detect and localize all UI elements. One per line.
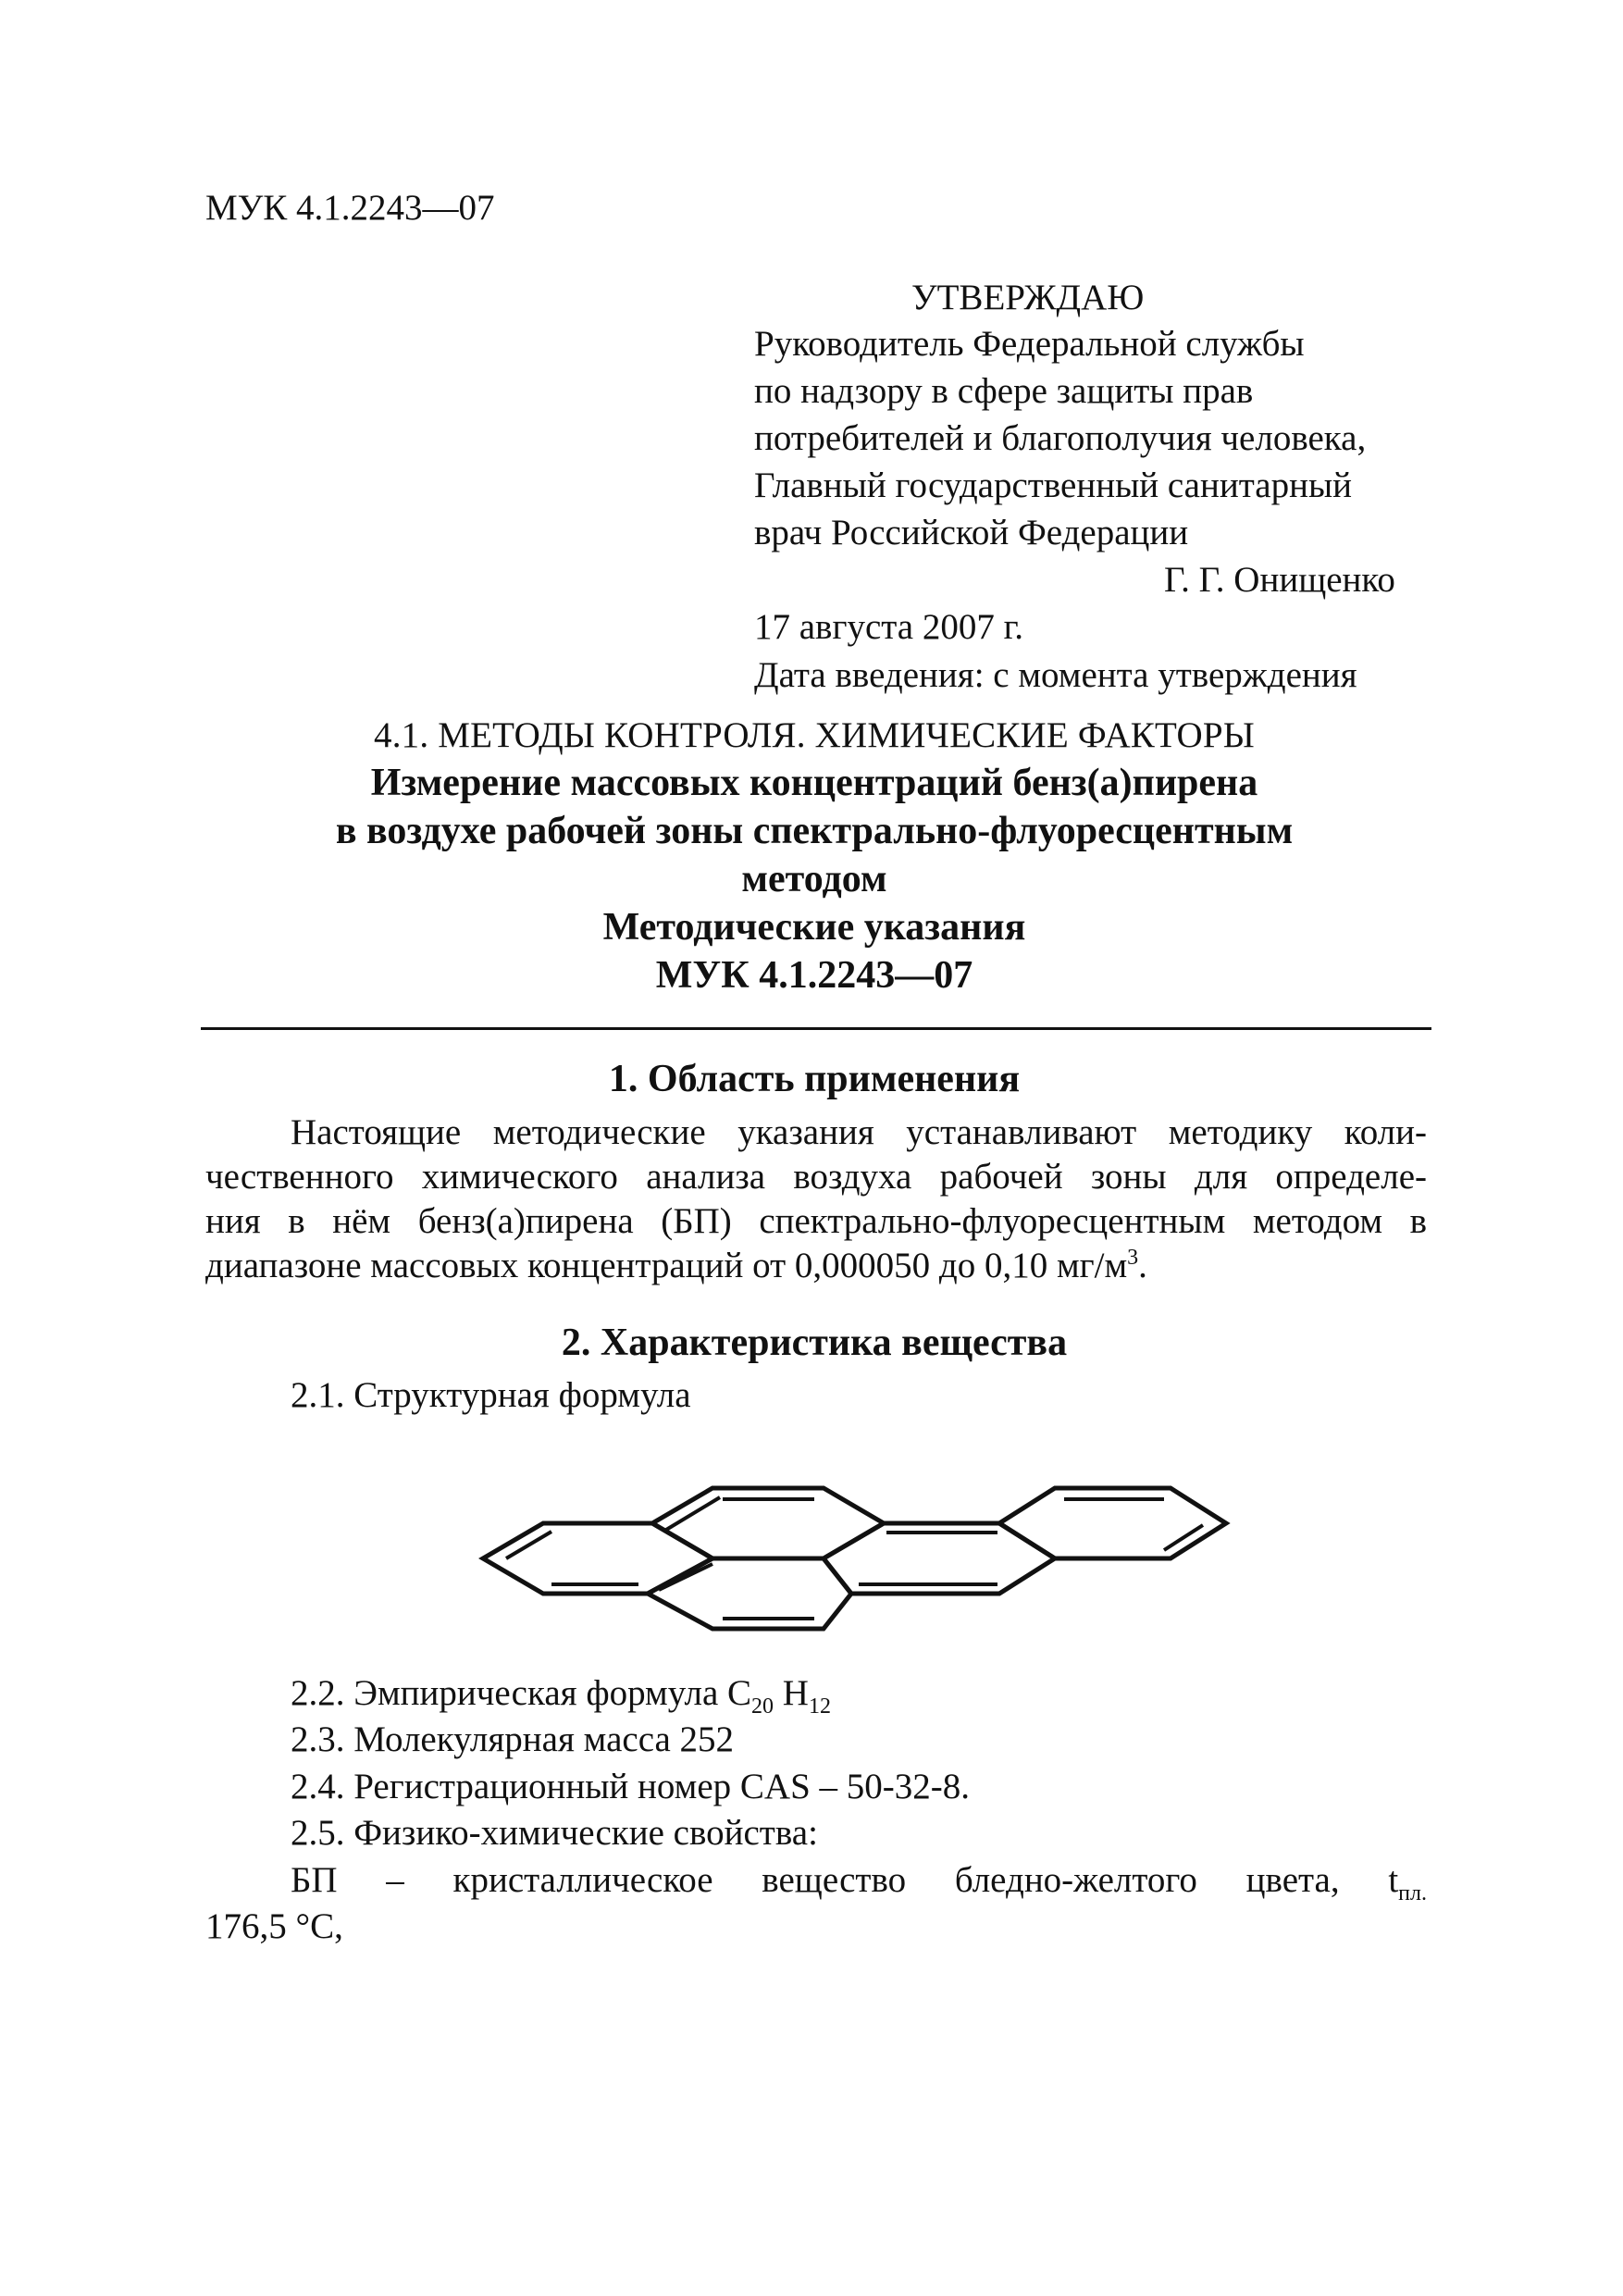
double-bond <box>666 1497 720 1530</box>
formula-prefix: 2.2. Эмпирическая формула C <box>291 1673 752 1713</box>
section-1-title: 1. Область применения <box>608 1058 1021 1100</box>
item-2-4: 2.4. Регистрационный номер CAS – 50-32-8. <box>291 1767 971 1806</box>
approval-position-line: по надзору в сфере защиты прав <box>754 371 1254 411</box>
property-line-2: 176,5 °С, <box>205 1906 343 1946</box>
subtitle: Методические указания <box>602 906 1026 949</box>
property-text: БП – кристаллическое вещество бледно-желтого цвета, t <box>291 1860 1399 1900</box>
double-bond <box>1164 1525 1203 1550</box>
melting-point-subscript: пл. <box>1398 1880 1427 1905</box>
approval-title: УТВЕРЖДАЮ <box>911 278 1145 317</box>
approval-signatory: Г. Г. Онищенко <box>1164 560 1395 600</box>
formula-h: H <box>774 1673 809 1713</box>
paragraph-line: Настоящие методические указания устанавливают методику коли- <box>291 1112 1427 1152</box>
title-line: методом <box>741 858 887 900</box>
property-line <box>291 1858 1427 1903</box>
approval-position-line: Главный государственный санитарный <box>754 465 1353 505</box>
carbon-count: 20 <box>751 1694 774 1719</box>
approval-position-line: потребителей и благополучия человека, <box>754 418 1367 458</box>
approval-position-line: Руководитель Федеральной службы <box>754 324 1305 364</box>
title-line: в воздухе рабочей зоны спектрально-флуоресцентным <box>335 810 1294 852</box>
benzopyrene-structure-diagram <box>472 1453 1249 1666</box>
paragraph-line-tail: . <box>1138 1246 1147 1285</box>
double-bond <box>506 1532 551 1558</box>
section-2-title: 2. Характеристика вещества <box>561 1322 1068 1364</box>
section-1-paragraph <box>205 1111 1427 1288</box>
title-line: Измерение массовых концентраций бенз(а)пирена <box>370 762 1258 804</box>
double-bond <box>659 1564 712 1590</box>
paragraph-line-text: диапазоне массовых концентраций от 0,000050 до 0,10 мг/м <box>205 1246 1128 1285</box>
approval-position-line: врач Российской Федерации <box>754 513 1189 552</box>
paragraph-line <box>205 1244 1427 1288</box>
paragraph-line: чественного химического анализа воздуха рабочей зоны для определе- <box>205 1157 1427 1197</box>
item-2-3: 2.3. Молекулярная масса 252 <box>291 1719 735 1759</box>
category-heading: 4.1. МЕТОДЫ КОНТРОЛЯ. ХИМИЧЕСКИЕ ФАКТОРЫ <box>374 715 1255 755</box>
item-2-1: 2.1. Структурная формула <box>291 1375 691 1415</box>
hydrogen-count: 12 <box>808 1694 831 1719</box>
heading-code: МУК 4.1.2243—07 <box>655 954 973 997</box>
item-2-5: 2.5. Физико-химические свойства: <box>291 1813 818 1853</box>
paragraph-line: ния в нём бенз(а)пирена (БП) спектрально-флуоресцентным методом в <box>205 1201 1427 1241</box>
unit-exponent: 3 <box>1127 1246 1139 1270</box>
document-code-header: МУК 4.1.2243—07 <box>205 188 495 228</box>
item-2-2 <box>291 1671 831 1719</box>
approval-effective-date: Дата введения: с момента утверждения <box>754 655 1357 695</box>
heading-divider <box>201 1027 1431 1030</box>
approval-date: 17 августа 2007 г. <box>754 607 1023 647</box>
document-heading <box>194 713 1434 999</box>
